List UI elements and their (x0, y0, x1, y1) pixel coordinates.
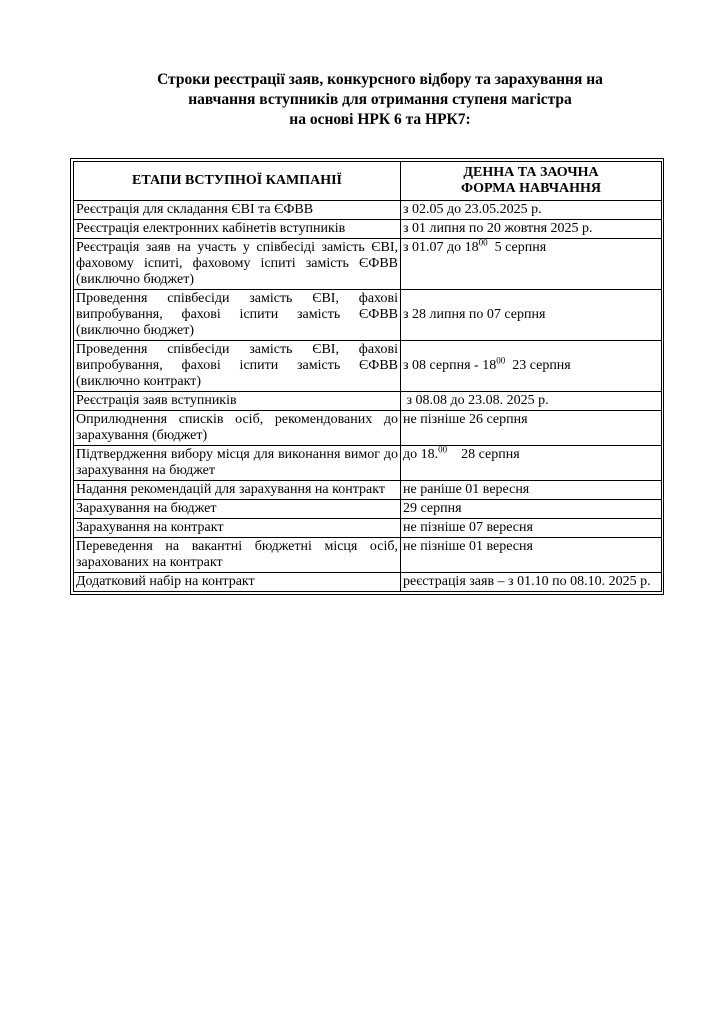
table-row (74, 446, 662, 481)
header-stages: ЕТАПИ ВСТУПНОЇ КАМПАНІЇ (74, 162, 401, 201)
title-line-1: Строки реєстрації заяв, конкурсного відбору та зарахування на (157, 71, 603, 88)
date-cell (401, 239, 662, 290)
date-cell: не пізніше 01 вересня (401, 538, 662, 573)
stage-cell: Реєстрація заяв вступників (74, 392, 401, 411)
date-cell: реєстрація заяв – з 01.10 по 08.10. 2025 р. (401, 573, 662, 592)
stage-cell: Проведення співбесіди замість ЄВІ, фахові випробування, фахові іспити замість ЄФВВ (виключно бюджет) (74, 290, 401, 341)
table-row (74, 411, 662, 446)
table-row (74, 519, 662, 538)
header-form (401, 162, 662, 201)
date-text: до 18. (403, 447, 439, 462)
date-cell: 29 серпня (401, 500, 662, 519)
date-text: з 01.07 до 18 (403, 240, 479, 255)
date-text: 23 серпня (505, 358, 571, 373)
date-cell: не пізніше 26 серпня (401, 411, 662, 446)
date-cell: з 28 липня по 07 серпня (401, 290, 662, 341)
header-form-line-1: ДЕННА ТА ЗАОЧНА (463, 165, 599, 180)
date-cell (401, 341, 662, 392)
stage-cell: Підтвердження вибору місця для виконання вимог до зарахування на бюджет (74, 446, 401, 481)
date-text: з 08 серпня - 18 (403, 358, 497, 373)
table-row (74, 538, 662, 573)
stage-cell: Реєстрація електронних кабінетів вступників (74, 220, 401, 239)
date-cell: не раніше 01 вересня (401, 481, 662, 500)
table-row (74, 500, 662, 519)
date-superscript: 00 (496, 355, 506, 366)
table-row (74, 239, 662, 290)
date-cell (401, 446, 662, 481)
date-superscript: 00 (478, 237, 488, 248)
stage-cell: Переведення на вакантні бюджетні місця осіб, зарахованих на контракт (74, 538, 401, 573)
table-row (74, 220, 662, 239)
stage-cell: Додатковий набір на контракт (74, 573, 401, 592)
date-cell: з 01 липня по 20 жовтня 2025 р. (401, 220, 662, 239)
stage-cell: Оприлюднення списків осіб, рекомендованих до зарахування (бюджет) (74, 411, 401, 446)
table-header-row (74, 162, 662, 201)
table-row (74, 290, 662, 341)
table-row (74, 341, 662, 392)
date-cell: з 02.05 до 23.05.2025 р. (401, 201, 662, 220)
date-cell: з 08.08 до 23.08. 2025 р. (401, 392, 662, 411)
table-outer-border (70, 158, 664, 595)
date-cell: не пізніше 07 вересня (401, 519, 662, 538)
title-line-3: на основі НРК 6 та НРК7: (289, 111, 471, 128)
header-form-line-2: ФОРМА НАВЧАННЯ (460, 181, 602, 196)
date-text: 5 серпня (487, 240, 547, 255)
table-row (74, 392, 662, 411)
stage-cell: Надання рекомендацій для зарахування на контракт (74, 481, 401, 500)
stage-cell: Проведення співбесіди замість ЄВІ, фахові випробування, фахові іспити замість ЄФВВ (виключно контракт) (74, 341, 401, 392)
stage-cell: Зарахування на контракт (74, 519, 401, 538)
stage-cell: Зарахування на бюджет (74, 500, 401, 519)
table-row (74, 201, 662, 220)
table-row (74, 573, 662, 592)
date-text: 28 серпня (447, 447, 520, 462)
schedule-table (73, 161, 662, 592)
schedule-table-wrapper (70, 158, 664, 595)
table-row (74, 481, 662, 500)
date-superscript: 00 (438, 444, 448, 455)
stage-cell: Реєстрація заяв на участь у співбесіді замість ЄВІ, фаховому іспиті, фаховому іспиті замість ЄФВВ (виключно бюджет) (74, 239, 401, 290)
stage-cell: Реєстрація для складання ЄВІ та ЄФВВ (74, 201, 401, 220)
title-line-2: навчання вступників для отримання ступеня магістра (188, 91, 572, 108)
document-title (60, 70, 700, 130)
